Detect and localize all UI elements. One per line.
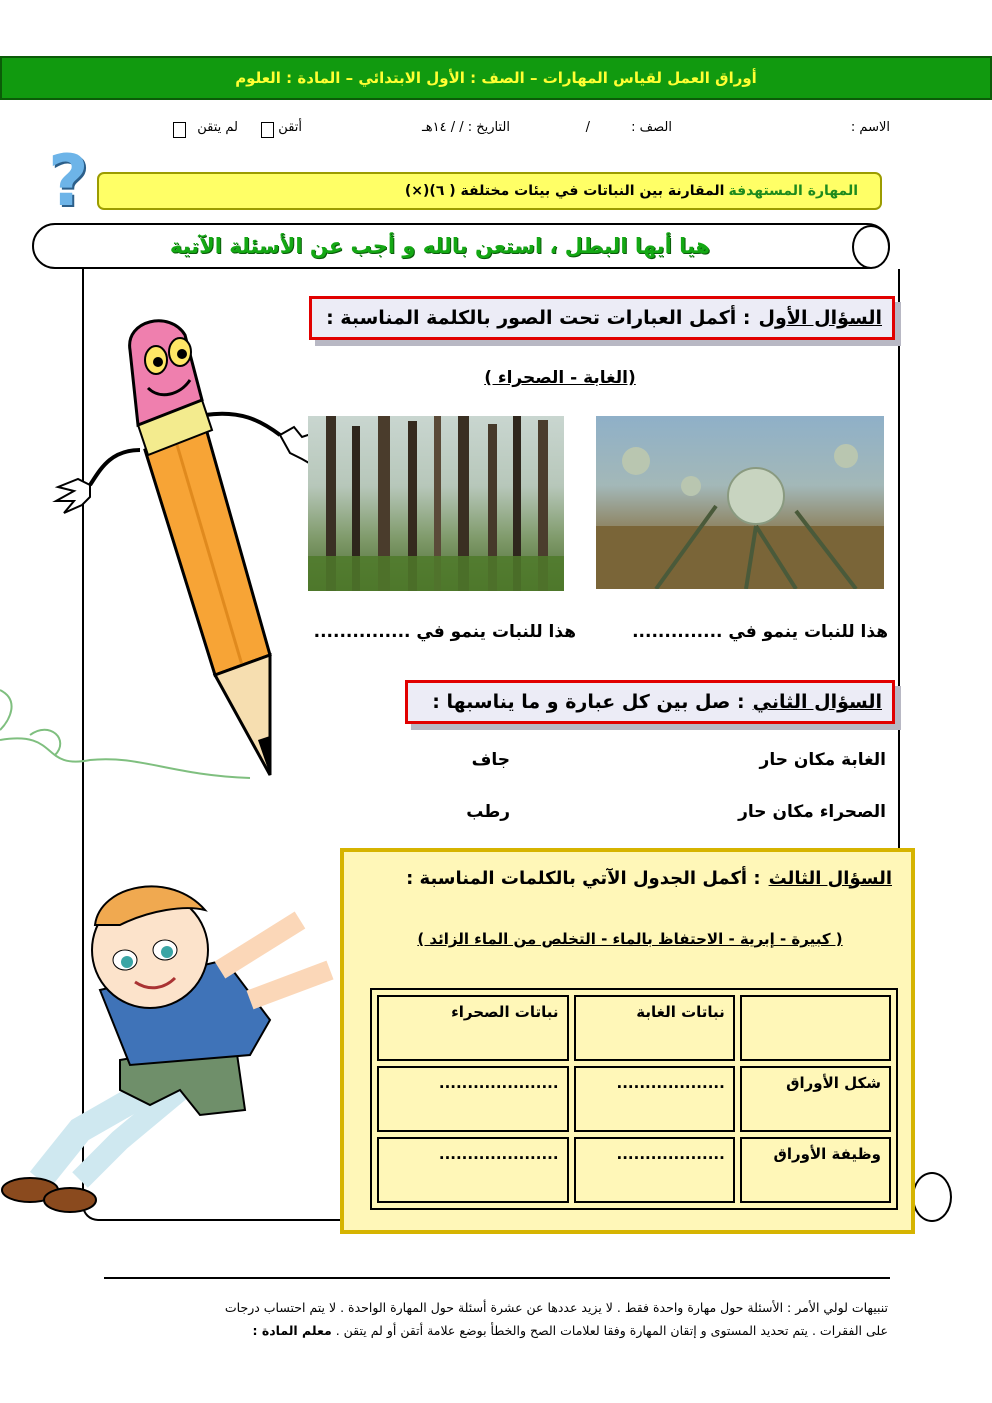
- question-2-number: السؤال الثاني: [752, 691, 882, 713]
- table-answer-cell[interactable]: .....................: [377, 1066, 569, 1132]
- table-header-cell-desert: نباتات الصحراء: [377, 995, 569, 1061]
- scroll-bottom-curl-icon: [912, 1172, 952, 1222]
- not-mastered-checkbox[interactable]: [173, 122, 186, 138]
- table-answer-cell[interactable]: ...................: [574, 1137, 735, 1203]
- table-answer-cell[interactable]: .....................: [377, 1137, 569, 1203]
- question-1-number: السؤال الأول: [758, 307, 882, 329]
- question-2-text: : صل بين كل عبارة و ما يناسبها :: [432, 691, 745, 713]
- question-1-word-bank: (الغابة - الصحراء ): [484, 368, 636, 388]
- question-1-sentence-left: هذا للنبات ينمو في ...............: [313, 622, 576, 642]
- pencil-character-icon: [30, 300, 330, 800]
- banner-title: أوراق العمل لقياس المهارات – الصف : الأول الابتدائي – المادة : العلوم: [235, 69, 757, 87]
- date-label: التاريخ : / / ١٤هـ: [421, 120, 510, 135]
- parent-notes-line-2-text: على الفقرات . يتم تحديد المستوى و إتقان المهارة وفقا لعلامات الصح والخطأ بوضع علامة أتقن أو لم يتقن .: [331, 1323, 888, 1338]
- not-mastered-label: لم يتقن: [197, 120, 238, 135]
- question-1-header: [309, 296, 895, 340]
- question-mark-icon: ?: [48, 140, 89, 222]
- desert-plant-photo: [596, 416, 884, 589]
- table-row-label: شكل الأوراق: [740, 1066, 891, 1132]
- question-3-header: [352, 860, 892, 896]
- student-info-row: [160, 120, 890, 142]
- footer-divider: [104, 1277, 890, 1279]
- scroll-title: هيا أيها البطل ، استعن بالله و أجب عن الأسئلة الآتية: [169, 234, 711, 258]
- table-answer-cell[interactable]: ...................: [574, 1066, 735, 1132]
- table-row: [377, 1137, 891, 1203]
- parent-notes-line-1: تنبيهات لولي الأمر : الأسئلة حول مهارة واحدة فقط . لا يزيد عددها عن عشرة أسئلة حول المهارة الواحدة . لا يتم احتساب درجات: [224, 1300, 888, 1315]
- question-1-sentence-right: هذا للنبات ينمو في ..............: [632, 622, 888, 642]
- parent-notes-line-2: [110, 1319, 888, 1342]
- forest-photo: [308, 416, 564, 591]
- table-header-cell-forest: نباتات الغابة: [574, 995, 735, 1061]
- worksheet-banner: [0, 56, 992, 100]
- table-header-cell-empty: [740, 995, 891, 1061]
- mastered-checkbox[interactable]: [261, 122, 274, 138]
- question-2-header: [405, 680, 895, 724]
- table-header-row: [377, 995, 891, 1061]
- question-3-number: السؤال الثالث: [768, 867, 892, 889]
- match-left-item-2[interactable]: رطب: [466, 802, 510, 822]
- scroll-curl-icon: [852, 225, 890, 269]
- match-left-item-1[interactable]: جاف: [471, 750, 510, 770]
- class-label: الصف :: [631, 120, 672, 135]
- mastered-label: أتقن: [278, 120, 302, 135]
- question-3-text: : أكمل الجدول الآتي بالكلمات المناسبة :: [406, 867, 761, 889]
- skill-text: المقارنة بين النباتات في بيئات مختلفة ( ٦)(×): [404, 183, 725, 199]
- question-3-word-bank: ( كبيرة - إبرية - الاحتفاظ بالماء - التخلص من الماء الزائد ): [417, 930, 843, 948]
- parent-notes: [110, 1296, 888, 1342]
- question-1-text: : أكمل العبارات تحت الصور بالكلمة المناسبة :: [326, 307, 751, 329]
- target-skill-bar: [97, 172, 882, 210]
- match-right-item-1[interactable]: الغابة مكان حار: [759, 750, 886, 770]
- class-separator: /: [585, 120, 590, 135]
- question-3-table: [370, 988, 898, 1210]
- name-label: الاسم :: [850, 120, 890, 135]
- table-row-label: وظيفة الأوراق: [740, 1137, 891, 1203]
- boy-character-icon: [0, 880, 370, 1220]
- teacher-label: معلم المادة :: [252, 1323, 332, 1338]
- table-row: [377, 1066, 891, 1132]
- skill-label: المهارة المستهدفة: [728, 183, 858, 199]
- match-right-item-2[interactable]: الصحراء مكان حار: [738, 802, 886, 822]
